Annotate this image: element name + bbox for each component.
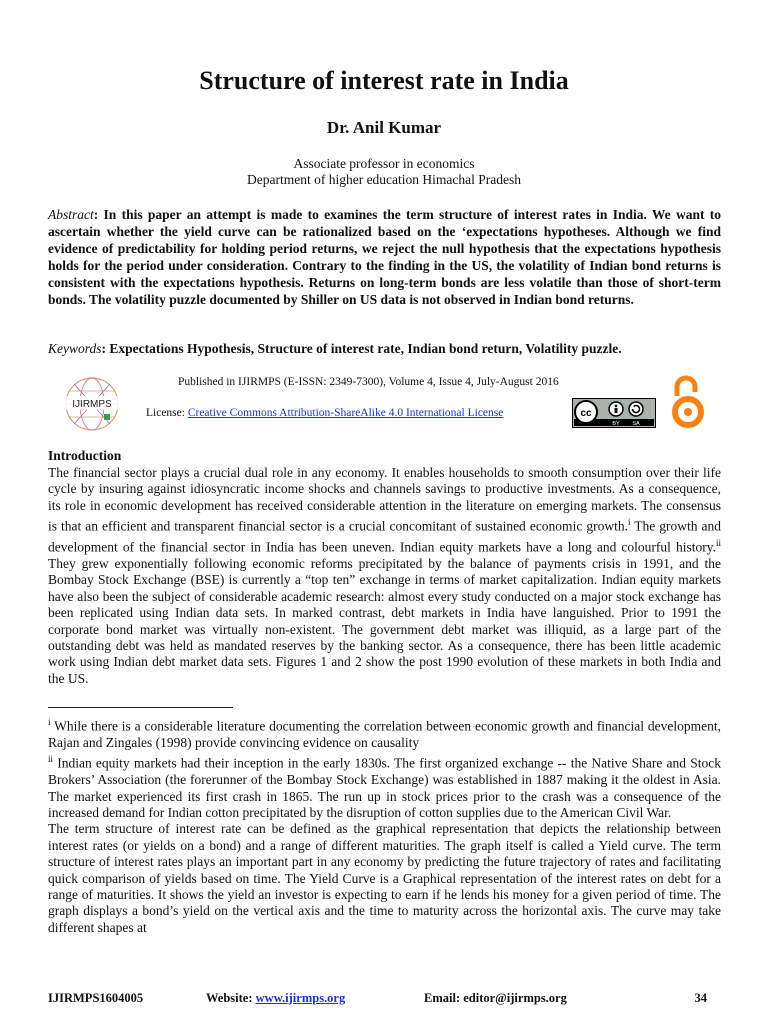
introduction-paragraph	[48, 465, 721, 687]
license-label: License:	[146, 407, 188, 419]
open-access-icon	[668, 374, 708, 430]
logo-text: IJIRMPS	[72, 399, 112, 410]
ijirmps-logo-icon	[60, 374, 124, 434]
keywords-label: Keywords	[48, 341, 102, 356]
footnote-divider	[48, 707, 233, 708]
keywords	[48, 341, 721, 357]
intro-text-part-3: They grew exponentially following economic reforms precipitated by the balance of payments crisis in 1991, and the Bombay Stock Exchange (BSE) is currently a “top ten” exchange in terms of market capitalization. Indian equity markets have also been the subject of considerable academic research: almost every study conducted on a major stock exchange has been replicated using Indian data sets. In marked contrast, debt markets in India have languished. Prior to 1991 the corporate bond market was virtually non-existent. The government debt market was illiquid, as a large part of the outstanding debt was held as mandated reserves by the banking sector. As a consequence, there has been little academic work using Indian debt market data sets. Figures 1 and 2 show the post 1990 evolution of these markets in both India and the US.	[48, 556, 721, 686]
abstract	[48, 206, 721, 308]
author-affiliation	[0, 156, 768, 188]
footnote-2	[48, 751, 721, 821]
license-line	[146, 407, 503, 419]
intro-text-part-2: The growth and development of the financial sector in India has been uneven. Indian equity markets have a long and colourful history.	[48, 518, 722, 555]
footnote-2-text: Indian equity markets had their inception in the early 1830s. The first organized exchange -- the Native Share and Stock Brokers’ Association (the forerunner of the Bombay Stock Exchange) was established in 1887 making it the oldest in Asia. The market experienced its first crash in 1865. The run up in stock prices prior to the crash was a consequence of the increased demand for Indian cotton precipitated by the disruption of cotton supplies due to the American Civil War.	[48, 755, 721, 821]
footer-website-label: Website:	[206, 991, 256, 1005]
footer-email: Email: editor@ijirmps.org	[424, 991, 567, 1005]
affiliation-line-1: Associate professor in economics	[293, 156, 475, 171]
introduction-heading: Introduction	[48, 448, 122, 463]
footer-website	[206, 991, 345, 1006]
footnote-2-mark: ii	[48, 754, 54, 765]
keywords-text: : Expectations Hypothesis, Structure of interest rate, Indian bond return, Volatility puzzle.	[101, 341, 622, 356]
footer-paper-id: IJIRMPS1604005	[48, 991, 144, 1005]
footnote-ref-i[interactable]: i	[627, 517, 631, 528]
footnote-1-text: While there is a considerable literature documenting the correlation between economic growth and financial development, Rajan and Zingales (1998) provide convincing evidence on causality	[48, 718, 721, 750]
paper-title: Structure of interest rate in India	[199, 66, 569, 95]
abstract-label: Abstract	[48, 207, 94, 222]
publication-info: Published in IJIRMPS (E-ISSN: 2349-7300), Volume 4, Issue 4, July-August 2016	[178, 376, 559, 388]
footer-website-link[interactable]: www.ijirmps.org	[255, 991, 346, 1005]
footnotes	[48, 714, 721, 936]
footnote-ref-ii[interactable]: ii	[715, 538, 721, 549]
affiliation-line-2: Department of higher education Himachal Pradesh	[246, 172, 522, 187]
license-link[interactable]: Creative Commons Attribution-ShareAlike 4.0 International License	[187, 407, 504, 419]
author-name: Dr. Anil Kumar	[326, 118, 442, 137]
footer-page-number: 34	[694, 991, 707, 1005]
cc-badge-by-text: BY	[612, 421, 620, 427]
abstract-text: : In this paper an attempt is made to examines the term structure of interest rates in India. We want to ascertain whether the yield curve can be rationalized based on the ‘expectations hypotheses. Although we find evidence of predictability for holding period returns, we reject the null hypothesis that the expectations hypothesis holds for the period under consideration. Contrary to the finding in the US, the volatility of Indian bond returns is consistent with the expectations hypothesis. Returns on long-term bonds are less volatile than those of short-term bonds. The volatility puzzle documented by Shiller on US data is not observed in Indian bond returns.	[48, 207, 721, 307]
cc-by-sa-badge-icon	[572, 398, 656, 428]
footnote-1	[48, 714, 721, 751]
footnote-1-mark: i	[48, 717, 51, 727]
term-structure-paragraph: The term structure of interest rate can be defined as the graphical representation that depicts the relationship between interest rates (or yields on a bond) and a range of different maturities. The graph itself is called a Yield curve. The term structure of interest rates plays an important part in any economy by predicting the future trajectory of rates and facilitating quick comparison of yields based on time. The Yield Curve is a Graphical representation of the interest rates on debt for a range of maturities. It shows the yield an investor is expecting to earn if he lends his money for a given period of time. The graph displays a bond’s yield on the vertical axis and the time to maturity across the horizontal axis. The curve may take different shapes at	[48, 821, 721, 935]
intro-text-part-1: The financial sector plays a crucial dual role in any economy. It enables households to smooth consumption over their life cycle by insuring against idiosyncratic income shocks and channels savings to productive investments. As a consequence, its role in economic development has received considerable attention in the literature on emerging markets. The consensus is that an efficient and transparent financial sector is a crucial concomitant of sustained economic growth.	[48, 465, 721, 534]
introduction-body	[48, 465, 721, 687]
cc-badge-sa-text: SA	[632, 421, 640, 427]
cc-badge-cc-text: cc	[580, 408, 592, 419]
